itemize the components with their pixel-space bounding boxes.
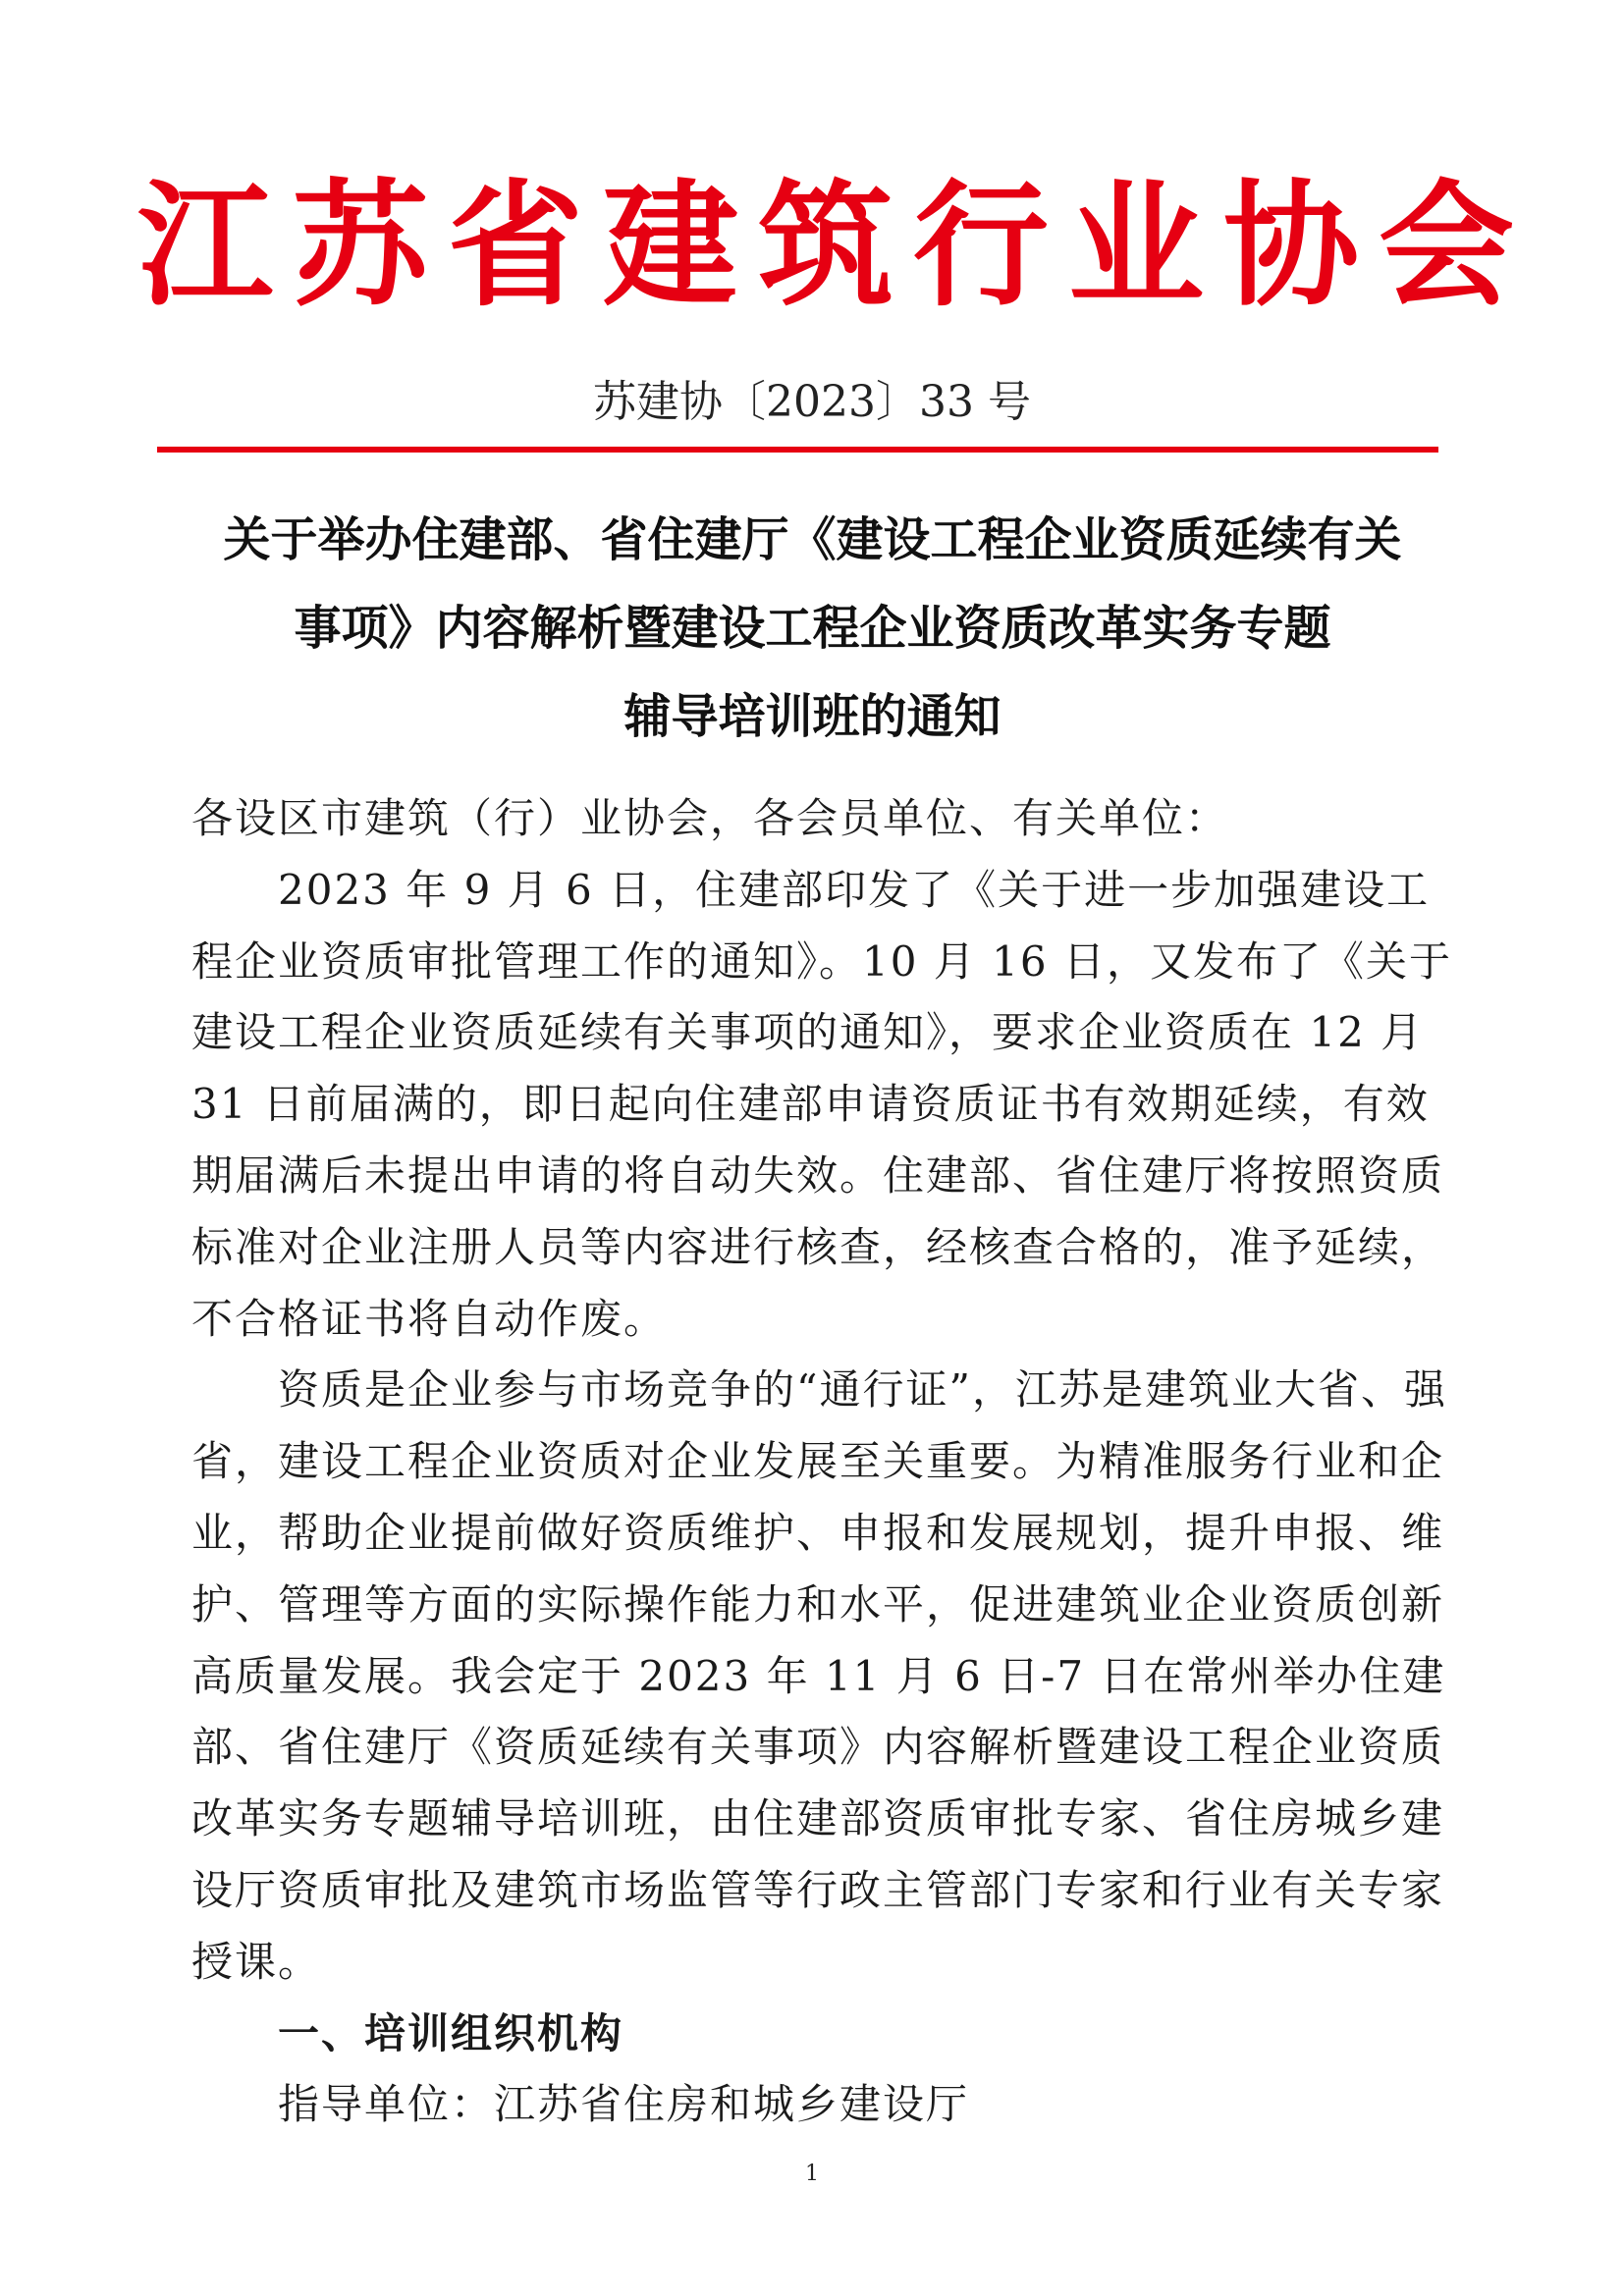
red-divider-line <box>157 447 1438 453</box>
document-body <box>191 783 1468 2141</box>
salutation: 各设区市建筑（行）业协会，各会员单位、有关单位： <box>191 794 1229 842</box>
guiding-unit: 指导单位：江苏省住房和城乡建设厅 <box>278 2080 970 2129</box>
body-paragraph-2: 资质是企业参与市场竞争的“通行证”，江苏是建筑业大省、强省，建设工程企业资质对企业发展至关重要。为精准服务行业和企业，帮助企业提前做好资质维护、申报和发展规划，提升申报、维护、管理等方面的实际操作能力和水平，促进建筑业企业资质创新高质量发展。我会定于 2023 年 11 月 6 日-7 日在常州举办住建部、省住建厅《资质延续有关事项》内容解析暨建设工程企业资质改革实务专题辅导培训班，由住建部资质审批专家、省住房城乡建设厅资质审批及建筑市场监管等行政主管部门专家和行业有关专家授课。 <box>191 1365 1447 1986</box>
document-title-line-2: 事项》内容解析暨建设工程企业资质改革实务专题 <box>294 601 1331 656</box>
document-title-line-3: 辅导培训班的通知 <box>623 689 1001 744</box>
section-heading-1: 一、培训组织机构 <box>278 2008 624 2057</box>
body-paragraph-1: 2023 年 9 月 6 日，住建部印发了《关于进一步加强建设工程企业资质审批管理工作的通知》。10 月 16 日，又发布了《关于建设工程企业资质延续有关事项的通知》，要求企业资质在 12 月 31 日前届满的，即日起向住建部申请资质证书有效期延续，有效期届满后未提出申请的将自动失效。住建部、省住建厅将按照资质标准对企业注册人员等内容进行核查，经核查合格的，准予延续，不合格证书将自动作废。 <box>191 865 1452 1343</box>
document-number: 苏建协〔2023〕33 号 <box>593 377 1031 427</box>
document-title-line-1: 关于举办住建部、省住建厅《建设工程企业资质延续有关 <box>223 512 1402 567</box>
page-number: 1 <box>805 2162 819 2186</box>
organization-letterhead: 江苏省建筑行业协会 <box>137 165 1535 325</box>
document-title <box>147 496 1478 761</box>
